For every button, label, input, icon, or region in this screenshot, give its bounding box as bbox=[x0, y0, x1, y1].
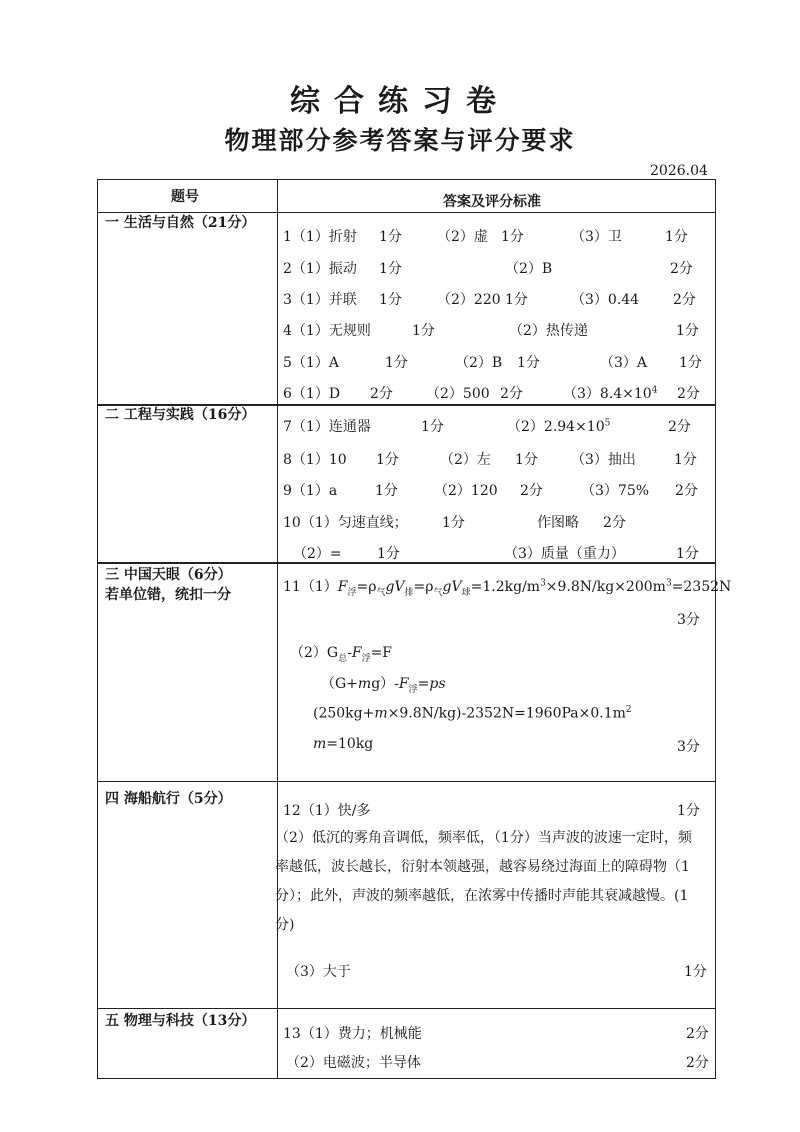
answer-text: 7（1）连通器 bbox=[283, 419, 371, 435]
answer-text: （2）B bbox=[455, 355, 503, 371]
formula-part: 11（1） bbox=[283, 579, 338, 595]
formula-part: = bbox=[417, 676, 430, 692]
formula-part: ×9.8N/kg×200m bbox=[545, 579, 666, 595]
score: 1分 bbox=[679, 355, 702, 371]
formula-part: =1.2kg/m bbox=[470, 579, 541, 595]
q11-formula-line-3 bbox=[321, 673, 446, 695]
score: 1分 bbox=[501, 229, 524, 245]
q12-paragraph: （2）低沉的雾角音调低，频率低，（1分）当声波的波速一定时，频率越低，波长越长，衍射本领越强，越容易绕过海面上的障碍物（1分）；此外，声波的频率越低，在浓雾中传播时声能其衰减越慢。(1分) bbox=[275, 830, 692, 933]
formula-part: g）- bbox=[371, 676, 399, 692]
section-label-3-title: 三 中国天眼（6分） bbox=[105, 567, 232, 583]
answer-text: 9（1）a bbox=[283, 483, 338, 499]
answer-text: 2（1）振动 bbox=[283, 261, 357, 277]
answer-text: （2）虚 bbox=[437, 229, 488, 245]
answer-text: 1（1）折射 bbox=[283, 229, 357, 245]
score: 2分 bbox=[520, 483, 543, 499]
section-label-4: 四 海船航行（5分） bbox=[105, 791, 232, 807]
answer-text: 10（1）匀速直线； bbox=[283, 515, 408, 531]
answer-text: 作图略 bbox=[537, 515, 579, 531]
answer-text: （3）卫 bbox=[571, 229, 622, 245]
score: 1分 bbox=[379, 292, 402, 308]
formula-part: 3 bbox=[665, 578, 672, 589]
answer-text bbox=[507, 416, 610, 436]
formula-part: - bbox=[347, 645, 352, 661]
score: 2分 bbox=[670, 261, 693, 277]
score: 1分 bbox=[665, 229, 688, 245]
formula-part: F bbox=[351, 645, 362, 661]
score: 1分 bbox=[375, 483, 398, 499]
formula-part: （G+ bbox=[321, 676, 358, 692]
formula-part: F bbox=[398, 676, 409, 692]
formula-part: =10kg bbox=[326, 736, 374, 752]
answer-text: 6（1）D bbox=[283, 386, 341, 402]
formula-part: 浮 bbox=[408, 684, 418, 695]
formula-part: （2）G bbox=[290, 645, 339, 661]
answer-base: （3）8.4×10 bbox=[563, 386, 652, 402]
score: 1分 bbox=[674, 452, 697, 468]
formula-part: 排 bbox=[404, 587, 414, 598]
score: 1分 bbox=[377, 546, 400, 562]
section-label-2: 二 工程与实践（16分） bbox=[105, 407, 256, 423]
answer-text: 4（1）无规则 bbox=[283, 323, 371, 339]
score: 1分 bbox=[379, 229, 402, 245]
section-divider bbox=[97, 781, 716, 782]
q11-formula-line-1 bbox=[283, 576, 731, 598]
formula-part: 浮 bbox=[347, 587, 357, 598]
score: 1分 bbox=[676, 546, 699, 562]
score: 2分 bbox=[668, 419, 691, 435]
section-label-1: 一 生活与自然（21分） bbox=[105, 215, 256, 231]
score: 2分 bbox=[673, 292, 696, 308]
formula-part: m bbox=[357, 676, 372, 692]
answer-table bbox=[97, 179, 732, 1079]
page-subtitle: 物理部分参考答案与评分要求 bbox=[224, 126, 576, 155]
answer-text: （2）= bbox=[293, 546, 342, 562]
answer-text bbox=[563, 383, 657, 403]
column-header-question: 题号 bbox=[171, 189, 199, 205]
formula-part: =ρ bbox=[413, 579, 434, 595]
q11-formula-line-5 bbox=[313, 736, 373, 752]
score: 2分 bbox=[500, 386, 523, 402]
formula-part: gV bbox=[385, 579, 405, 595]
score: 2分 bbox=[686, 1055, 709, 1071]
score: 1分 bbox=[385, 355, 408, 371]
score: 1分 bbox=[442, 515, 465, 531]
formula-part: m bbox=[374, 705, 388, 722]
answer-text: （3）A bbox=[600, 355, 648, 371]
score: 1分 bbox=[515, 452, 538, 468]
answer-text: （2）电磁波；半导体 bbox=[286, 1055, 421, 1071]
answer-text: 5（1）A bbox=[283, 355, 339, 371]
formula-part: =2352N bbox=[671, 579, 732, 595]
score: 1分 bbox=[676, 323, 699, 339]
date: 2026.04 bbox=[650, 163, 708, 179]
answer-text: （2）120 bbox=[434, 483, 498, 499]
answer-text: （3）0.44 bbox=[571, 292, 640, 308]
answer-text: （2）220 bbox=[437, 292, 501, 308]
formula-part: 3 bbox=[540, 578, 546, 589]
score: 2分 bbox=[370, 386, 393, 402]
formula-part: 气 bbox=[433, 587, 443, 598]
section-divider bbox=[97, 1008, 716, 1009]
answer-text: 12（1）快/多 bbox=[283, 803, 371, 819]
score: 2分 bbox=[677, 386, 700, 402]
formula-part: 球 bbox=[461, 587, 471, 598]
formula-part: m bbox=[313, 736, 327, 752]
answer-text: （2）热传递 bbox=[509, 323, 588, 339]
section-label-5: 五 物理与科技（13分） bbox=[105, 1013, 256, 1029]
answer-exponent: 4 bbox=[651, 385, 658, 396]
score: 1分 bbox=[412, 323, 435, 339]
column-divider bbox=[277, 179, 278, 1079]
formula-part: (250kg+ bbox=[313, 705, 375, 722]
page-title: 综合练习卷 bbox=[290, 84, 510, 119]
score: 2分 bbox=[603, 515, 626, 531]
formula-part: F bbox=[337, 579, 348, 595]
answer-text: 3（1）并联 bbox=[283, 292, 357, 308]
formula-part: gV bbox=[442, 579, 462, 595]
formula-part: =F bbox=[370, 645, 393, 661]
column-header-answer: 答案及评分标准 bbox=[443, 194, 541, 210]
score: 3分 bbox=[677, 612, 700, 628]
score: 1分 bbox=[421, 419, 444, 435]
score: 1分 bbox=[505, 292, 528, 308]
answer-text: （2）B bbox=[505, 261, 553, 277]
score: 1分 bbox=[517, 355, 540, 371]
score: 1分 bbox=[684, 964, 707, 980]
answer-text: 13（1）费力；机械能 bbox=[283, 1026, 422, 1042]
answer-text: （3）质量（重力） bbox=[504, 546, 625, 562]
answer-text: （3）大于 bbox=[286, 964, 351, 980]
score: 3分 bbox=[677, 739, 700, 755]
score: 1分 bbox=[376, 452, 399, 468]
answer-base: （2）2.94×10 bbox=[507, 419, 605, 435]
formula-part: 气 bbox=[376, 587, 386, 598]
formula-part: 2 bbox=[625, 705, 632, 715]
q11-formula-line-2 bbox=[290, 642, 392, 664]
score: 1分 bbox=[677, 803, 700, 819]
formula-part: ps bbox=[429, 676, 446, 692]
answer-exponent: 5 bbox=[604, 418, 611, 429]
answer-text: （2）500 bbox=[426, 386, 490, 402]
answer-text: 8（1）10 bbox=[283, 452, 347, 468]
formula-part: =ρ bbox=[356, 579, 377, 595]
table-border bbox=[97, 179, 716, 1079]
answer-text: （2）左 bbox=[440, 452, 491, 468]
answer-text: （3）75% bbox=[581, 483, 650, 499]
formula-part: ×9.8N/kg)-2352N=1960Pa×0.1m bbox=[387, 705, 626, 722]
answer-text: （3）抽出 bbox=[571, 452, 636, 468]
section-label-3-note: 若单位错，统扣一分 bbox=[105, 587, 231, 603]
section-label-3 bbox=[105, 565, 232, 605]
score: 1分 bbox=[379, 261, 402, 277]
formula-part: 浮 bbox=[361, 653, 371, 664]
formula-part: 总 bbox=[338, 653, 348, 664]
score: 2分 bbox=[686, 1026, 709, 1042]
score: 2分 bbox=[675, 483, 698, 499]
q11-formula-line-4 bbox=[313, 705, 632, 722]
